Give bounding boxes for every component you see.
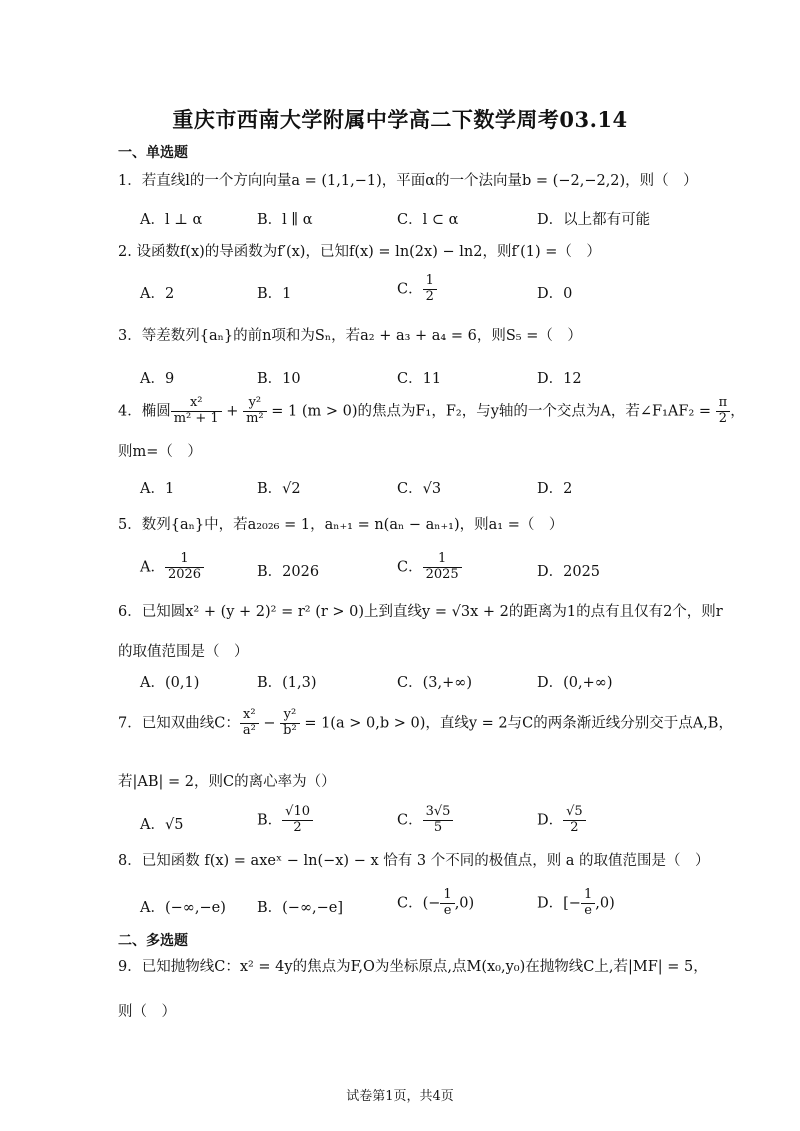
interval-open: (− — [422, 895, 441, 912]
option-a[interactable]: A．(−∞,−e) — [140, 900, 226, 916]
option-b[interactable]: B．2026 — [257, 564, 320, 580]
denominator: m² + 1 — [173, 410, 219, 426]
denominator: 2026 — [167, 566, 202, 582]
option-c-label: C． — [397, 559, 423, 576]
option-d[interactable]: D．(0,+∞) — [537, 675, 613, 691]
option-d[interactable] — [537, 805, 586, 836]
numerator: √5 — [563, 805, 586, 821]
option-b[interactable]: B．1 — [257, 286, 292, 302]
option-b-label: B． — [257, 812, 283, 829]
option-c[interactable]: C．√3 — [397, 481, 442, 497]
question-9: 9．已知抛物线C：x² = 4y的焦点为F,O为坐标原点,点M(x₀,y₀)在抛物线C上,若|MF| = 5， — [118, 959, 708, 975]
section-single-choice: 一、单选题 — [118, 145, 188, 161]
option-d-label: D． — [537, 812, 564, 829]
option-d[interactable] — [537, 888, 615, 919]
option-b[interactable]: B．10 — [257, 371, 301, 387]
question-1-options — [140, 208, 700, 244]
question-4 — [118, 395, 745, 427]
option-a[interactable]: A．2 — [140, 286, 175, 302]
option-d[interactable]: D．12 — [537, 371, 582, 387]
option-a[interactable] — [140, 552, 204, 583]
numerator: 1 — [423, 274, 437, 290]
question-2: 2. 设函数f(x)的导函数为f′(x)，已知f(x) = ln(2x) − ln2，则f′(1) =（ ） — [118, 244, 601, 260]
fraction — [423, 274, 437, 305]
fraction — [171, 396, 222, 427]
denominator: 2 — [293, 819, 302, 835]
denominator: a² — [242, 722, 256, 738]
q7-prefix: 7．已知双曲线C： — [118, 715, 240, 732]
numerator: y² — [243, 396, 267, 412]
option-b[interactable]: B．(1,3) — [257, 675, 317, 691]
section-multi-choice: 二、多选题 — [118, 933, 188, 949]
fraction — [165, 552, 204, 583]
numerator: 1 — [581, 888, 595, 904]
numerator: 1 — [423, 552, 462, 568]
option-c[interactable] — [397, 805, 453, 836]
page-footer: 试卷第1页，共4页 — [346, 1089, 454, 1104]
option-a[interactable]: A．√5 — [140, 817, 184, 833]
option-b[interactable] — [257, 805, 313, 836]
question-4-options — [140, 477, 700, 513]
numerator: √10 — [282, 805, 313, 821]
question-7-cont: 若|AB| = 2，则C的离心率为（） — [118, 774, 336, 790]
option-c[interactable]: C．11 — [397, 371, 442, 387]
question-7-options — [140, 805, 700, 841]
denominator: e — [443, 902, 452, 918]
numerator: 1 — [165, 552, 204, 568]
interval-close: ,0) — [595, 895, 615, 912]
denominator: e — [584, 902, 592, 918]
q4-prefix: 4．椭圆 — [118, 403, 171, 420]
numerator: 1 — [440, 888, 454, 904]
option-a[interactable]: A．1 — [140, 481, 175, 497]
numerator: π — [716, 396, 731, 412]
denominator: 2 — [425, 288, 434, 304]
option-b[interactable]: B．l ∥ α — [257, 212, 313, 228]
fraction — [440, 888, 454, 919]
interval-open: [− — [563, 895, 581, 912]
denominator: m² — [246, 410, 264, 426]
fraction — [280, 708, 300, 739]
fraction — [240, 708, 259, 739]
fraction — [423, 552, 462, 583]
fraction — [716, 396, 731, 427]
numerator: 3√5 — [423, 805, 454, 821]
option-c[interactable]: C．l ⊂ α — [397, 212, 459, 228]
denominator: 2 — [718, 410, 728, 426]
option-d-label: D． — [537, 895, 564, 912]
question-5-options — [140, 552, 700, 588]
denominator: b² — [283, 722, 297, 738]
question-3: 3．等差数列{aₙ}的前n项和为Sₙ，若a₂ + a₃ + a₄ = 6，则S₅ =（ ） — [118, 328, 582, 344]
minus-sign: − — [258, 715, 281, 732]
denominator: 2 — [570, 819, 579, 835]
question-6-options — [140, 671, 700, 707]
q7-suffix: = 1(a > 0,b > 0)，直线y = 2与C的两条渐近线分别交于点A,B， — [299, 715, 733, 732]
fraction — [423, 805, 454, 836]
question-6: 6．已知圆x² + (y + 2)² = r² (r > 0)上到直线y = √3x + 2的距离为1的点有且仅有2个，则r — [118, 604, 723, 620]
interval-close: ,0) — [454, 895, 475, 912]
question-5: 5．数列{aₙ}中，若a₂₀₂₆ = 1，aₙ₊₁ = n(aₙ − aₙ₊₁)，则a₁ =（ ） — [118, 517, 564, 533]
option-a-label: A． — [140, 559, 165, 576]
option-c-label: C． — [397, 281, 423, 298]
question-4-cont: 则m=（ ） — [118, 444, 202, 460]
option-c[interactable] — [397, 274, 437, 305]
question-7 — [118, 707, 733, 739]
option-c[interactable]: C．(3,+∞) — [397, 675, 472, 691]
q4-end: ， — [730, 403, 745, 420]
option-c[interactable] — [397, 552, 462, 583]
denominator: 5 — [433, 819, 443, 835]
option-d[interactable]: D．0 — [537, 286, 573, 302]
numerator: x² — [240, 708, 259, 724]
option-c-label: C． — [397, 812, 423, 829]
option-d[interactable]: D．以上都有可能 — [537, 212, 651, 228]
fraction — [563, 805, 586, 836]
question-8: 8．已知函数 f(x) = axeˣ − ln(−x) − x 恰有 3 个不同的极值点，则 a 的取值范围是（ ） — [118, 853, 710, 869]
option-d[interactable]: D．2 — [537, 481, 573, 497]
option-b[interactable]: B．√2 — [257, 481, 301, 497]
plus-sign: + — [221, 403, 244, 420]
fraction — [282, 805, 313, 836]
option-a[interactable]: A．l ⊥ α — [140, 212, 203, 228]
question-6-cont: 的取值范围是（ ） — [118, 644, 249, 660]
option-c[interactable] — [397, 888, 474, 919]
option-d[interactable]: D．2025 — [537, 564, 601, 580]
option-a[interactable]: A．9 — [140, 371, 175, 387]
denominator: 2025 — [425, 566, 459, 582]
option-c-label: C． — [397, 895, 423, 912]
page-title: 重庆市西南大学附属中学高二下数学周考03.14 — [172, 107, 628, 132]
question-1: 1．若直线l的一个方向向量a = (1,1,−1)，平面α的一个法向量b = (−2,−2,2)，则（ ） — [118, 173, 698, 189]
option-b[interactable]: B．(−∞,−e] — [257, 900, 344, 916]
fraction — [243, 396, 267, 427]
question-8-options — [140, 888, 700, 924]
option-a[interactable]: A．(0,1) — [140, 675, 200, 691]
numerator: x² — [171, 396, 222, 412]
q4-suffix: = 1 (m > 0)的焦点为F₁，F₂，与y轴的一个交点为A，若∠F₁AF₂ = — [266, 403, 716, 420]
fraction — [581, 888, 595, 919]
question-9-cont: 则（ ） — [118, 1004, 176, 1020]
question-2-options — [140, 273, 700, 318]
numerator: y² — [280, 708, 300, 724]
